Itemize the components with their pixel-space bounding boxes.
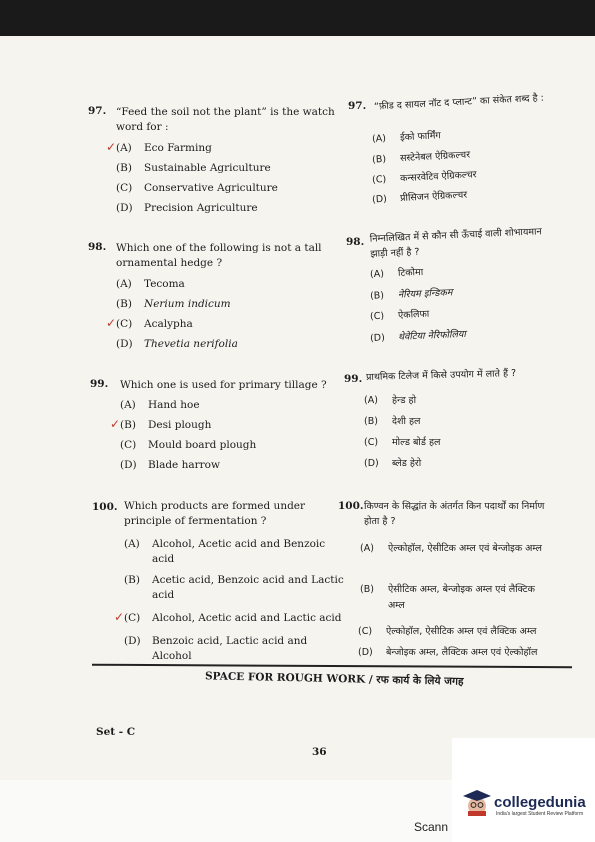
question-text: Which one is used for primary tillage ? (120, 379, 327, 391)
question-text: किण्वन के सिद्धांत के अंतर्गत किन पदार्थों का निर्माण होता है ? (364, 501, 545, 527)
tick-mark-icon: ✓ (106, 316, 117, 330)
question-number: 99. (344, 373, 363, 385)
logo-tagline: India's largest Student Review Platform (496, 811, 584, 817)
option: (D) ब्लेड हेरो (364, 458, 422, 469)
option: (D) Thevetia nerifolia (116, 338, 238, 350)
question-number: 98. (346, 236, 365, 248)
option: (A) Tecoma (116, 278, 185, 290)
option: (C) मोल्ड बोर्ड हल (364, 437, 441, 448)
option: (D) Precision Agriculture (116, 202, 258, 214)
question-number: 97. (348, 100, 367, 112)
option: (C) कन्सरवेटिव ऐग्रिकल्चर (371, 169, 477, 186)
question-text: “फ़ीड द सायल नॉट द प्लान्ट” का संकेत शब्द है : (373, 92, 545, 113)
option: (B) Nerium indicum (116, 298, 231, 310)
option: (B) नेरियम इन्डिकम (369, 287, 453, 302)
graduate-cap-icon (462, 788, 492, 818)
exam-page (0, 36, 595, 781)
question-text: निम्नलिखित में से कौन सी ऊँचाई वाली शोभायमान झाड़ी नहीं है ? (369, 226, 542, 260)
question-number: 100. (338, 500, 364, 512)
option: (A) ईको फार्मिंग (371, 130, 442, 145)
tick-mark-icon: ✓ (114, 610, 125, 624)
option: (D) बेन्जोइक अम्ल, लैक्टिक अम्ल एवं ऐल्कोहॉल (358, 647, 538, 658)
option: (C) Alcohol, Acetic acid and Lactic acid (124, 612, 342, 624)
question-text: Which products are formed under principle of fermentation ? (124, 500, 306, 527)
option: (C) ऐल्कोहॉल, ऐसीटिक अम्ल एवं लैक्टिक अम्ल (358, 626, 537, 637)
option: (A) Eco Farming (116, 142, 212, 154)
option: (A) हेन्ड हो (364, 395, 417, 406)
logo-wordmark: collegedunia (494, 794, 586, 811)
scan-top-band (0, 0, 595, 38)
option: (D) थेवेटिया नेरिफोलिया (369, 328, 467, 345)
option: (C) Mould board plough (120, 439, 257, 451)
option: (D) Blade harrow (120, 459, 220, 471)
scanner-watermark-text: Scann (414, 820, 449, 834)
set-label: Set - C (96, 726, 136, 738)
question-text: “Feed the soil not the plant” is the watch word for : (116, 106, 335, 133)
page-number: 36 (312, 746, 327, 758)
question-number: 98. (88, 241, 107, 253)
question-number: 97. (88, 105, 107, 117)
option: (B) Sustainable Agriculture (116, 162, 271, 174)
question-number: 100. (92, 501, 118, 513)
option: (C) Acalypha (116, 318, 193, 330)
option: (B) ऐसीटिक अम्ल, बेन्जोइक अम्ल एवं लैक्टिक अम्ल (360, 584, 535, 611)
option: (B) देशी हल (364, 416, 421, 427)
option: (B) सस्टेनेबल ऐग्रिकल्चर (371, 149, 471, 166)
option: (C) Conservative Agriculture (116, 182, 278, 194)
option: (C) ऐकलिफा (369, 308, 430, 323)
question-number: 99. (90, 378, 109, 390)
option: (B) Acetic acid, Benzoic acid and Lactic acid (124, 574, 344, 601)
option: (A) Alcohol, Acetic acid and Benzoic acid (124, 538, 326, 565)
tick-mark-icon: ✓ (110, 417, 121, 431)
option: (B) Desi plough (120, 419, 212, 431)
option: (D) प्रीसिजन ऐग्रिकल्चर (371, 189, 468, 206)
option: (A) Hand hoe (120, 399, 200, 411)
option: (A) ऐल्कोहॉल, ऐसीटिक अम्ल एवं बेन्जोइक अम्ल (360, 543, 542, 554)
option: (A) टिकोमा (369, 266, 424, 281)
option: (D) Benzoic acid, Lactic acid and Alcohol (124, 635, 308, 662)
tick-mark-icon: ✓ (106, 140, 117, 154)
question-text: प्राथमिक टिलेज में किसे उपयोग में लाते हैं ? (365, 368, 517, 383)
question-text: Which one of the following is not a tall ornamental hedge ? (116, 242, 322, 269)
rough-work-label: SPACE FOR ROUGH WORK / रफ कार्य के लिये जगह (204, 670, 464, 688)
